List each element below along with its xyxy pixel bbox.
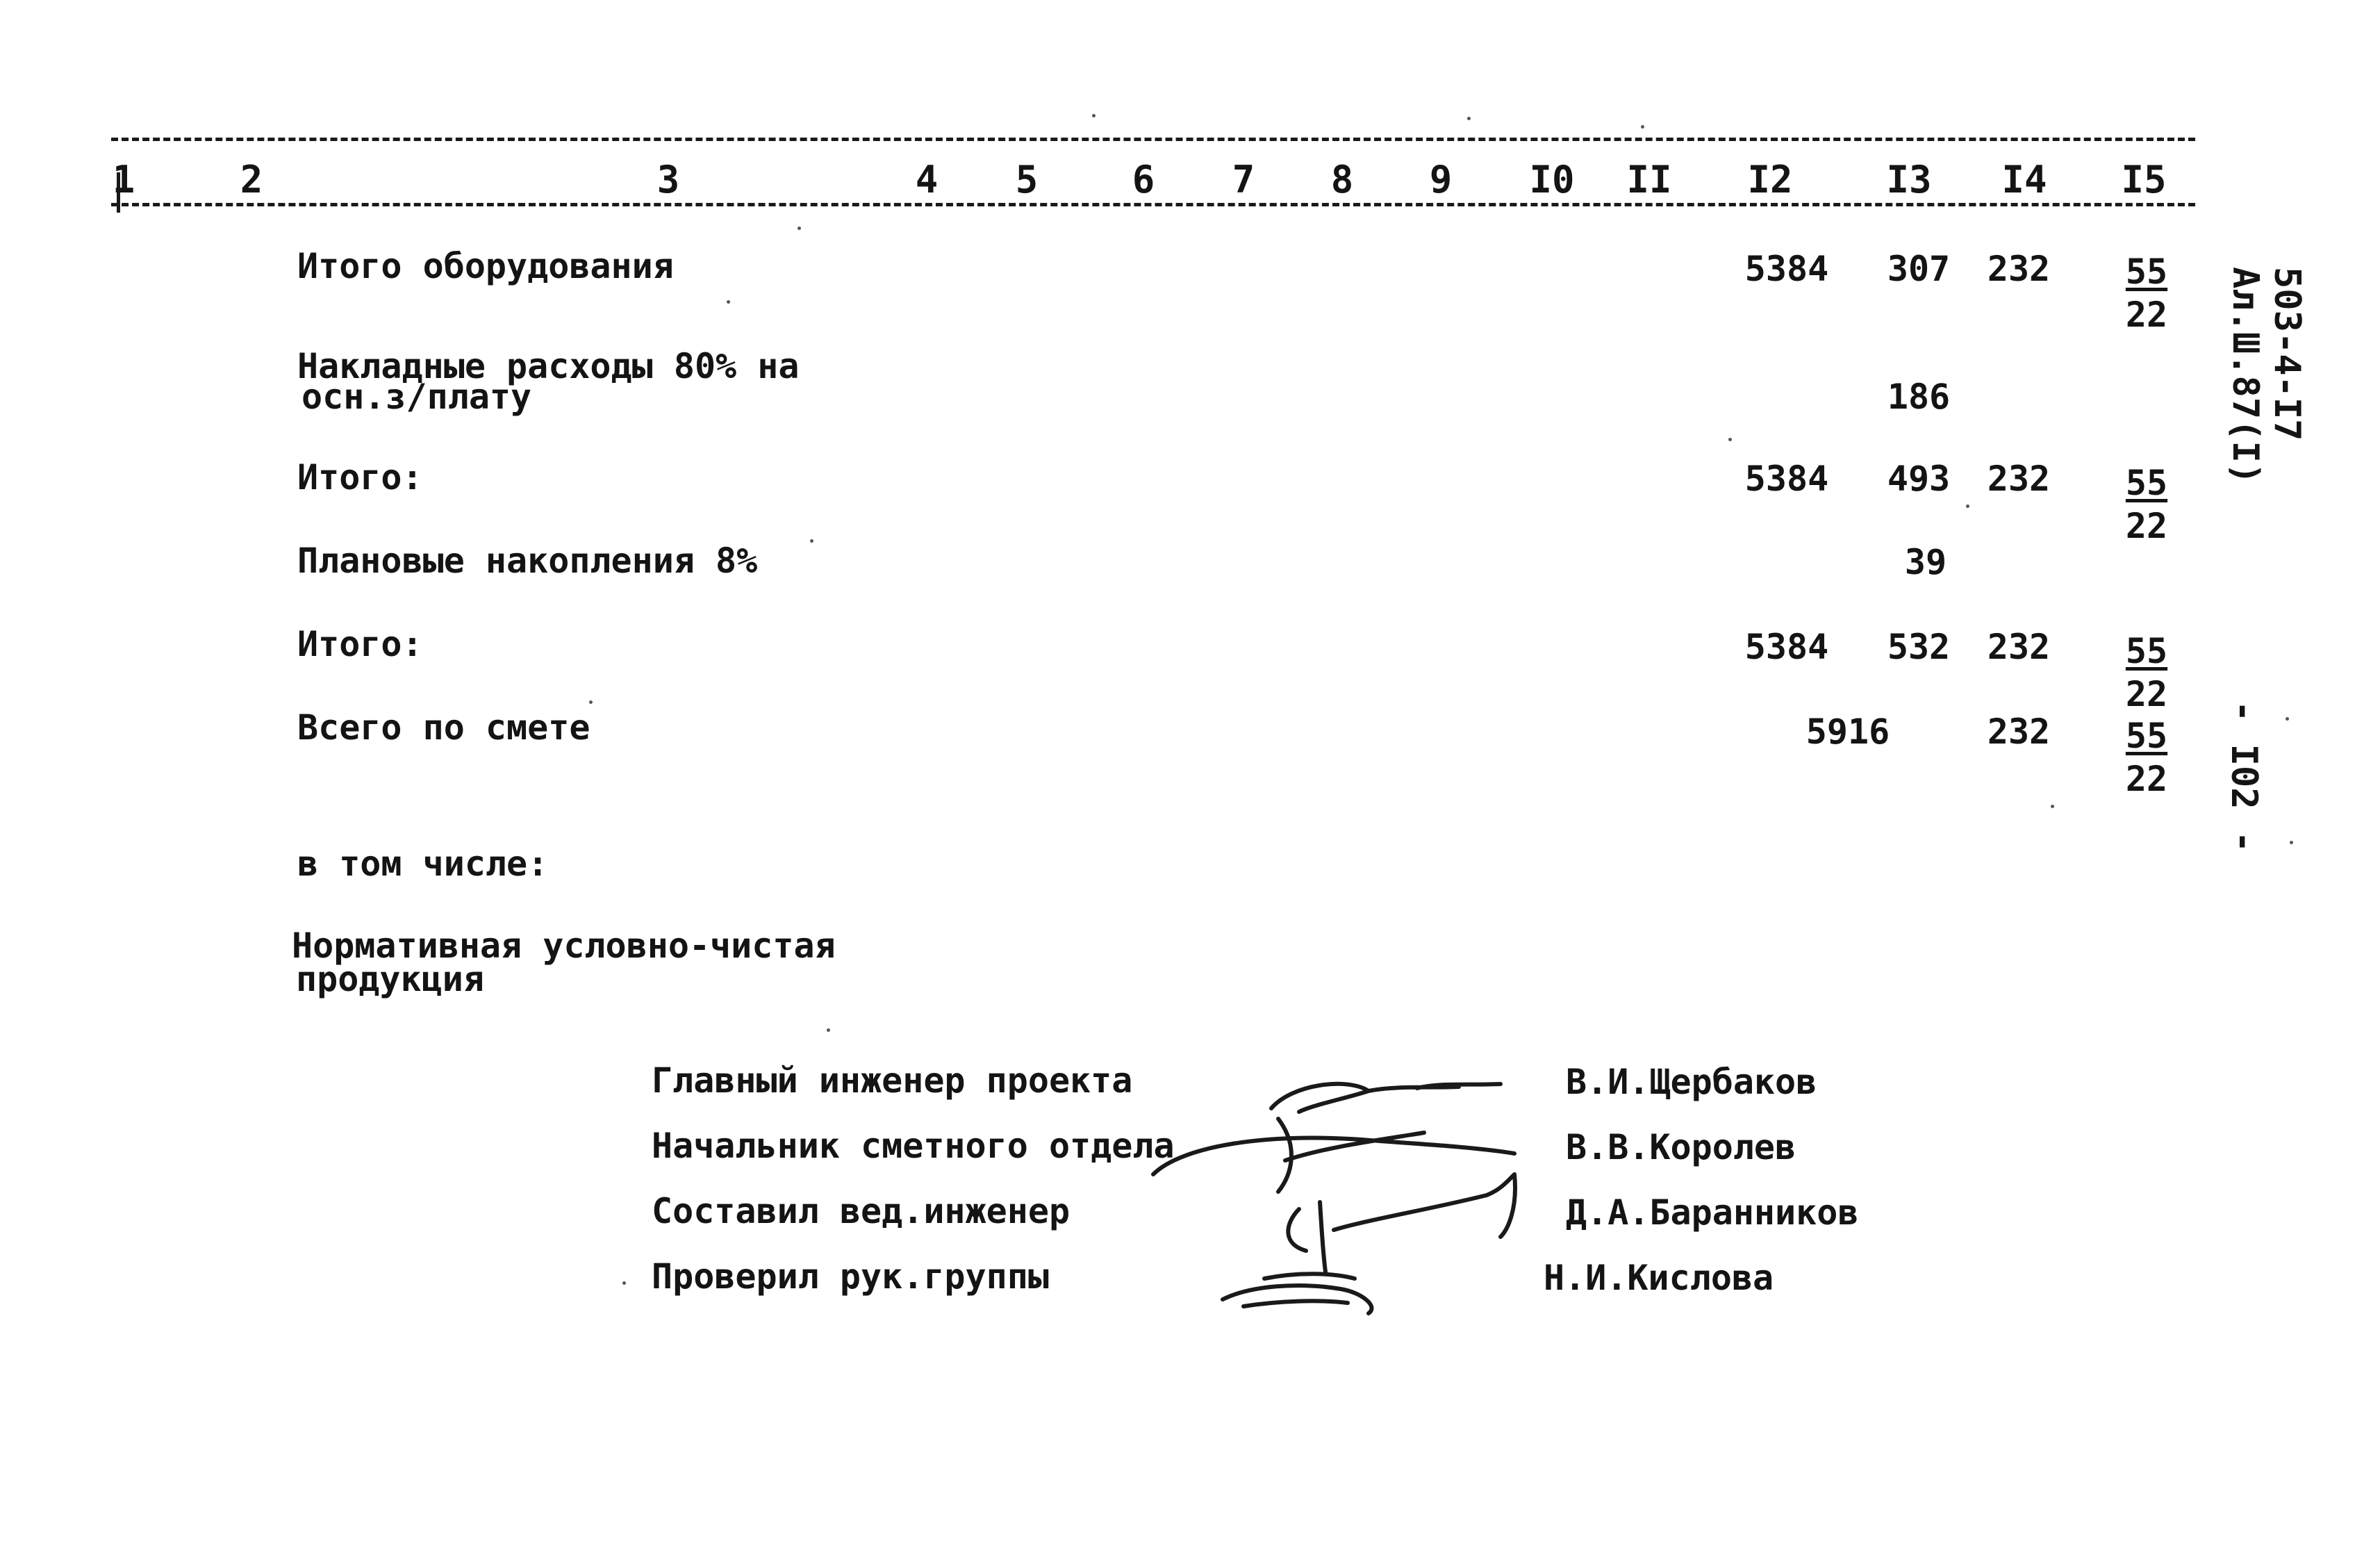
column-number: 8 [1330,158,1354,202]
column-number: 4 [915,158,939,202]
scan-speck [727,300,730,304]
column-number: 7 [1232,158,1255,202]
value-col13: 39 [1904,542,1947,582]
value-col13: 307 [1887,249,1951,289]
page-number: - I02 - [2223,700,2265,853]
value-col12: 5384 [1744,627,1829,667]
including-item-line2: продукция [296,959,484,999]
value-col12: 5384 [1744,459,1829,499]
header-top-rule [111,138,2195,141]
row-label-line2: осн.з/плату [301,377,532,417]
value-col14: 232 [1987,459,2051,499]
column-number: 9 [1429,158,1453,202]
column-number: II [1626,158,1672,202]
header-bottom-rule [111,203,2195,206]
scan-speck [2290,841,2293,844]
value-col14: 232 [1987,249,2051,289]
signature-stroke [1153,1119,1514,1192]
scan-speck [827,1028,830,1032]
value-col14: 232 [1987,712,2051,752]
scan-speck [1728,438,1732,441]
column-number: I4 [2001,158,2047,202]
column-number: 1 [112,158,135,202]
signature-role: Проверил рук.группы [652,1256,1049,1297]
fraction-denominator: 22 [2125,506,2168,546]
value-col13: 532 [1887,627,1951,667]
signature-name: Н.И.Кислова [1544,1258,1774,1298]
signature-stroke [1223,1274,1371,1313]
row-label: Итого: [297,624,423,664]
value-col13: 493 [1887,459,1951,499]
signature-role: Начальник сметного отдела [652,1126,1175,1166]
including-item-line1: Нормативная условно-чистая [292,926,836,966]
fraction-numerator: 55 [2125,463,2168,503]
value-col12: 5384 [1744,249,1829,289]
signature-name: В.И.Щербаков [1566,1062,1817,1102]
fraction-denominator: 22 [2125,295,2168,335]
signature-role: Главный инженер проекта [652,1060,1133,1101]
fraction-numerator: 55 [2125,716,2168,756]
row-label: Всего по смете [297,707,590,748]
value-col15-fraction [2126,461,2167,548]
column-number: 5 [1015,158,1039,202]
scan-speck [1641,125,1644,129]
fraction-numerator: 55 [2125,252,2168,292]
column-number: I5 [2121,158,2167,202]
including-label: в том числе: [297,844,549,884]
value-col13: 186 [1887,377,1951,417]
column-number: I2 [1747,158,1793,202]
signature-name: В.В.Королев [1566,1127,1796,1167]
scan-speck [2286,717,2289,721]
scan-speck [622,1281,626,1285]
column-number: 6 [1132,158,1155,202]
value-col15-fraction [2126,250,2167,336]
scan-speck [810,539,813,543]
column-number: I0 [1529,158,1575,202]
handwritten-signatures [1139,1042,1570,1334]
row-label: Итого оборудования [297,246,674,286]
signature-stroke [1288,1174,1515,1272]
fraction-numerator: 55 [2125,631,2168,671]
column-number: 2 [240,158,263,202]
scan-speck [1092,114,1096,117]
column-number: I3 [1886,158,1932,202]
scan-speck [1966,504,1969,508]
scan-speck [589,700,593,704]
scan-speck [1467,117,1471,120]
scan-speck [798,227,801,230]
document-code: 503-4-I7 [2266,267,2308,441]
row-label: Плановые накопления 8% [297,541,758,581]
row-label: Итого: [297,457,423,498]
signature-name: Д.А.Баранников [1566,1192,1859,1233]
fraction-denominator: 22 [2125,759,2168,799]
fraction-denominator: 22 [2125,674,2168,714]
column-number: 3 [656,158,680,202]
album-reference: Ал.Ш.87(I) [2224,267,2266,485]
signature-stroke [1271,1084,1501,1112]
row-label-line1: Накладные расходы 80% на [297,346,800,386]
value-col15-fraction [2126,714,2167,800]
value-col14: 232 [1987,627,2051,667]
scan-speck [2051,805,2054,808]
value-col15-fraction [2126,630,2167,716]
signature-role: Составил вед.инженер [652,1191,1071,1231]
value-col12-13: 5916 [1805,712,1890,752]
